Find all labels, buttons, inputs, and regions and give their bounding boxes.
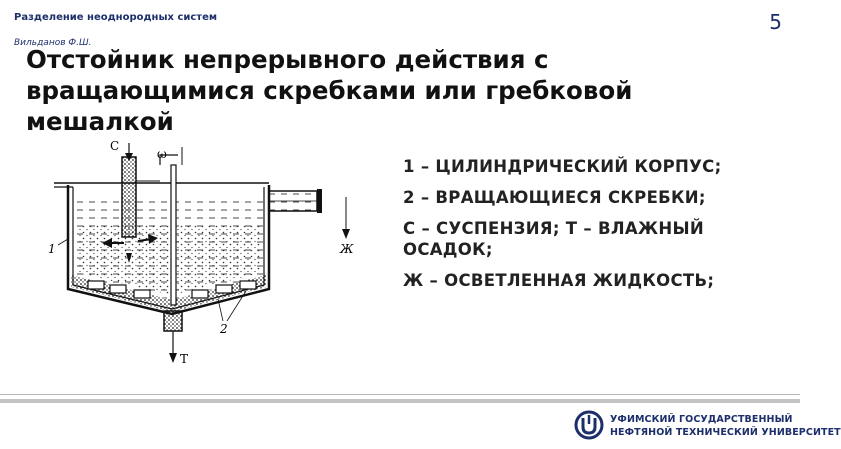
legend-item: С – СУСПЕНЗИЯ; Т – ВЛАЖНЫЙ ОСАДОК; — [403, 219, 705, 259]
legend-item: Ж – ОСВЕТЛЕННАЯ ЖИДКОСТЬ; — [403, 271, 715, 290]
label-2: 2 — [220, 322, 228, 336]
legend-item: 1 – ЦИЛИНДРИЧЕСКИЙ КОРПУС; — [403, 157, 722, 176]
university-name — [610, 413, 841, 439]
legend-item: 2 – ВРАЩАЮЩИЕСЯ СКРЕБКИ; — [403, 188, 706, 207]
legend — [403, 156, 773, 301]
label-omega: ω — [157, 147, 167, 161]
university-line-1: УФИМСКИЙ ГОСУДАРСТВЕННЫЙ — [610, 414, 793, 425]
shaft — [171, 165, 176, 305]
university-line-2: НЕФТЯНОЙ ТЕХНИЧЕСКИЙ УНИВЕРСИТЕТ — [610, 427, 841, 438]
subject-title: Разделение неоднородных систем — [14, 12, 218, 23]
author-name: Вильданов Ф.Ш. — [14, 38, 92, 48]
footer-divider — [0, 394, 800, 395]
page-number: 5 — [769, 10, 782, 34]
settler-diagram — [40, 135, 370, 375]
label-1: 1 — [48, 242, 56, 256]
label-t: Т — [180, 352, 189, 366]
feed-pipe — [122, 157, 136, 237]
slide-title: Отстойник непрерывного действия с вращающимися скребками или гребковой мешалкой — [26, 45, 633, 136]
footer-divider-thick — [0, 399, 800, 403]
label-c: С — [110, 139, 120, 153]
sludge-outlet — [164, 311, 182, 331]
label-zh: Ж — [340, 242, 354, 256]
university-logo-icon — [574, 410, 604, 440]
